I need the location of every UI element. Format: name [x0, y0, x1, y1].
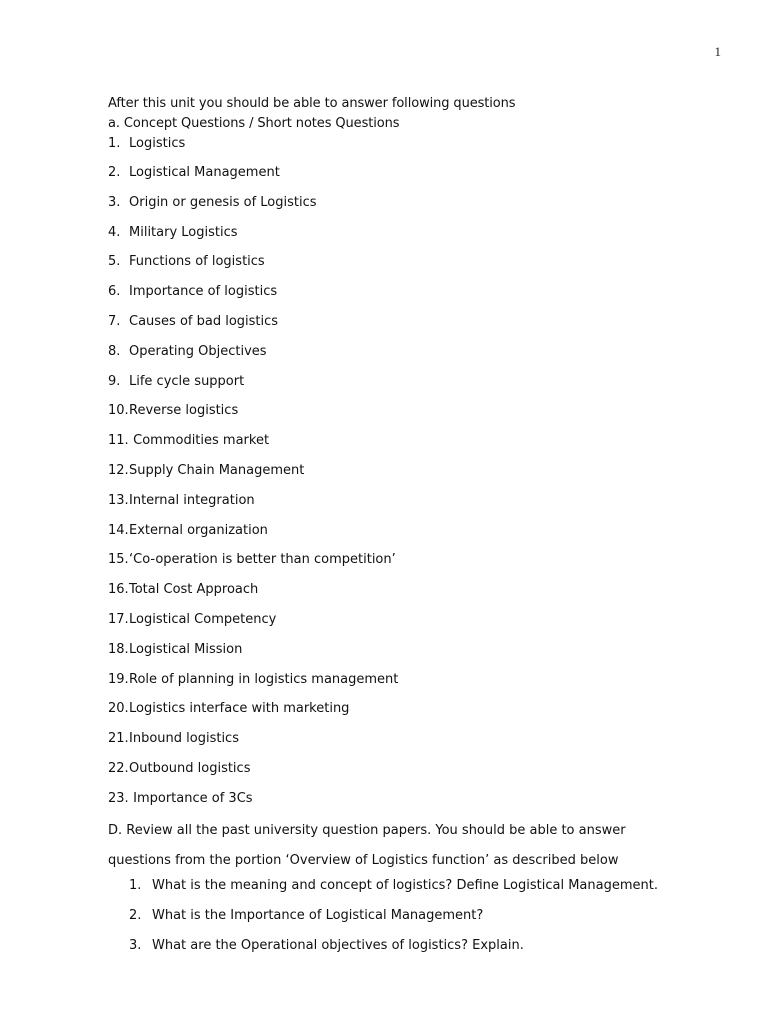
list-item	[108, 430, 398, 460]
item-number: 15.	[108, 552, 129, 568]
list-item	[108, 549, 398, 579]
list-item	[108, 579, 398, 609]
item-text: Importance of logistics	[129, 284, 278, 300]
item-number: 2.	[129, 907, 142, 923]
item-number: 13.	[108, 492, 129, 508]
item-number: 16.	[108, 582, 129, 598]
list-item	[108, 490, 398, 520]
item-number: 10.	[108, 403, 129, 419]
item-number: 17.	[108, 611, 129, 627]
list-item	[108, 788, 398, 818]
concept-question-list	[108, 133, 398, 818]
item-text: Inbound logistics	[129, 731, 239, 747]
list-item	[108, 520, 398, 550]
list-item	[108, 400, 398, 430]
item-number: 4.	[108, 224, 121, 240]
item-number: 8.	[108, 343, 121, 359]
item-number: 7.	[108, 313, 121, 329]
item-number: 11.	[108, 433, 129, 449]
list-item	[108, 609, 398, 639]
list-item	[108, 311, 398, 341]
item-text: Outbound logistics	[129, 760, 251, 776]
item-text: Role of planning in logistics management	[129, 671, 399, 687]
intro-block	[108, 94, 515, 134]
item-number: 19.	[108, 671, 129, 687]
item-text: Logistics interface with marketing	[129, 701, 350, 717]
review-paragraph	[108, 816, 626, 875]
item-text: Commodities market	[129, 433, 270, 449]
page-number: 1	[714, 44, 721, 59]
list-item	[108, 758, 398, 788]
list-item	[108, 371, 398, 401]
item-text: Reverse logistics	[129, 403, 239, 419]
item-number: 3.	[108, 194, 121, 210]
item-text: Logistical Competency	[129, 611, 277, 627]
list-item	[108, 460, 398, 490]
item-number: 23.	[108, 790, 129, 806]
list-item	[108, 162, 398, 192]
item-number: 9.	[108, 373, 121, 389]
item-number: 14.	[108, 522, 129, 538]
item-number: 2.	[108, 165, 121, 180]
item-text: What are the Operational objectives of logistics? Explain.	[152, 937, 524, 953]
intro-line: After this unit you should be able to answer following questions	[108, 96, 516, 111]
list-item	[129, 875, 658, 905]
item-text: Internal integration	[129, 492, 255, 508]
list-item	[129, 905, 658, 935]
item-number: 20.	[108, 701, 129, 717]
list-item	[108, 133, 398, 162]
list-item	[108, 341, 398, 371]
item-text: Logistics	[129, 136, 186, 151]
item-number: 1.	[108, 136, 121, 151]
review-line: questions from the portion ‘Overview of Logistics function’ as described below	[108, 852, 619, 868]
list-item	[108, 192, 398, 222]
list-item	[108, 728, 398, 758]
item-text: Logistical Mission	[129, 641, 243, 657]
item-number: 5.	[108, 254, 121, 270]
item-text: External organization	[129, 522, 268, 538]
item-text: Life cycle support	[129, 373, 245, 389]
list-item	[108, 698, 398, 728]
list-item	[108, 222, 398, 252]
item-text: What is the Importance of Logistical Management?	[152, 907, 484, 923]
item-text: Supply Chain Management	[129, 462, 305, 478]
review-line: D. Review all the past university question papers. You should be able to answer	[108, 823, 626, 838]
item-text: What is the meaning and concept of logistics? Define Logistical Management.	[152, 878, 658, 893]
item-number: 22.	[108, 760, 129, 776]
exam-question-list	[129, 875, 658, 964]
item-number: 6.	[108, 284, 121, 300]
item-text: ‘Co-operation is better than competition’	[129, 552, 396, 568]
item-number: 1.	[129, 878, 142, 893]
item-text: Causes of bad logistics	[129, 313, 279, 329]
item-text: Functions of logistics	[129, 254, 265, 270]
item-text: Importance of 3Cs	[129, 790, 253, 806]
item-text: Total Cost Approach	[129, 582, 259, 598]
section-heading: a. Concept Questions / Short notes Questions	[108, 116, 400, 131]
list-item	[108, 251, 398, 281]
list-item	[108, 639, 398, 669]
item-number: 21.	[108, 731, 129, 747]
item-text: Logistical Management	[129, 165, 280, 180]
item-text: Military Logistics	[129, 224, 238, 240]
item-number: 18.	[108, 641, 129, 657]
list-item	[129, 935, 658, 965]
list-item	[108, 281, 398, 311]
item-text: Origin or genesis of Logistics	[129, 194, 317, 210]
item-number: 3.	[129, 937, 142, 953]
item-number: 12.	[108, 462, 129, 478]
item-text: Operating Objectives	[129, 343, 267, 359]
list-item	[108, 669, 398, 699]
